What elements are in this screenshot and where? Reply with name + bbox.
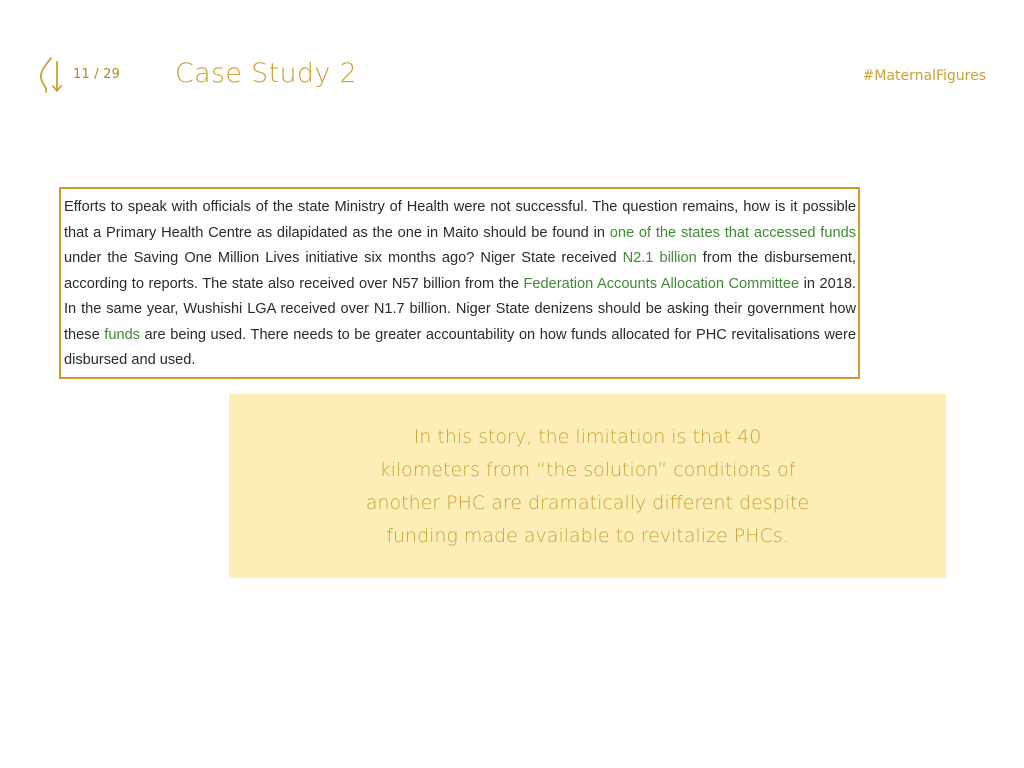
excerpt-link[interactable]: N2.1 billion bbox=[622, 250, 697, 266]
page-title: Case Study 2 bbox=[175, 58, 357, 89]
hashtag: #MaternalFigures bbox=[862, 68, 986, 84]
excerpt-link[interactable]: Federation Accounts Allocation Committee bbox=[523, 275, 800, 292]
page-number: 11 / 29 bbox=[73, 67, 121, 82]
excerpt-text: from the disbursement, according to reports. The state also received over N57 billion from the bbox=[64, 250, 856, 292]
callout-line: kilometers from “the solution” conditions of bbox=[379, 459, 796, 481]
callout-line: In this story, the limitation is that 40 bbox=[413, 426, 762, 448]
maternal-figures-logo-icon bbox=[37, 56, 67, 96]
excerpt-text: under the Saving One Million Lives initiative six months ago? Niger State received bbox=[64, 250, 623, 266]
callout-box bbox=[229, 394, 946, 578]
excerpt-text: in 2018. In the same year, Wushishi LGA received over N1.7 billion. Niger State denizens should be asking their government how these bbox=[64, 275, 856, 343]
excerpt-text: are being used. There needs to be greater accountability on how funds allocated for PHC revitalisations were disbursed and used. bbox=[64, 326, 856, 368]
excerpt-link[interactable]: funds bbox=[104, 326, 140, 343]
article-excerpt bbox=[59, 187, 860, 379]
callout-line: funding made available to revitalize PHCs. bbox=[386, 525, 789, 547]
excerpt-text: Efforts to speak with officials of the state Ministry of Health were not successful. The question remains, how is it possible that a Primary Health Centre as dilapidated as the one in Maito should be found in bbox=[64, 199, 856, 241]
callout-text bbox=[229, 421, 946, 553]
excerpt-link[interactable]: one of the states that accessed funds bbox=[609, 224, 856, 241]
callout-line: another PHC are dramatically different despite bbox=[365, 492, 810, 514]
